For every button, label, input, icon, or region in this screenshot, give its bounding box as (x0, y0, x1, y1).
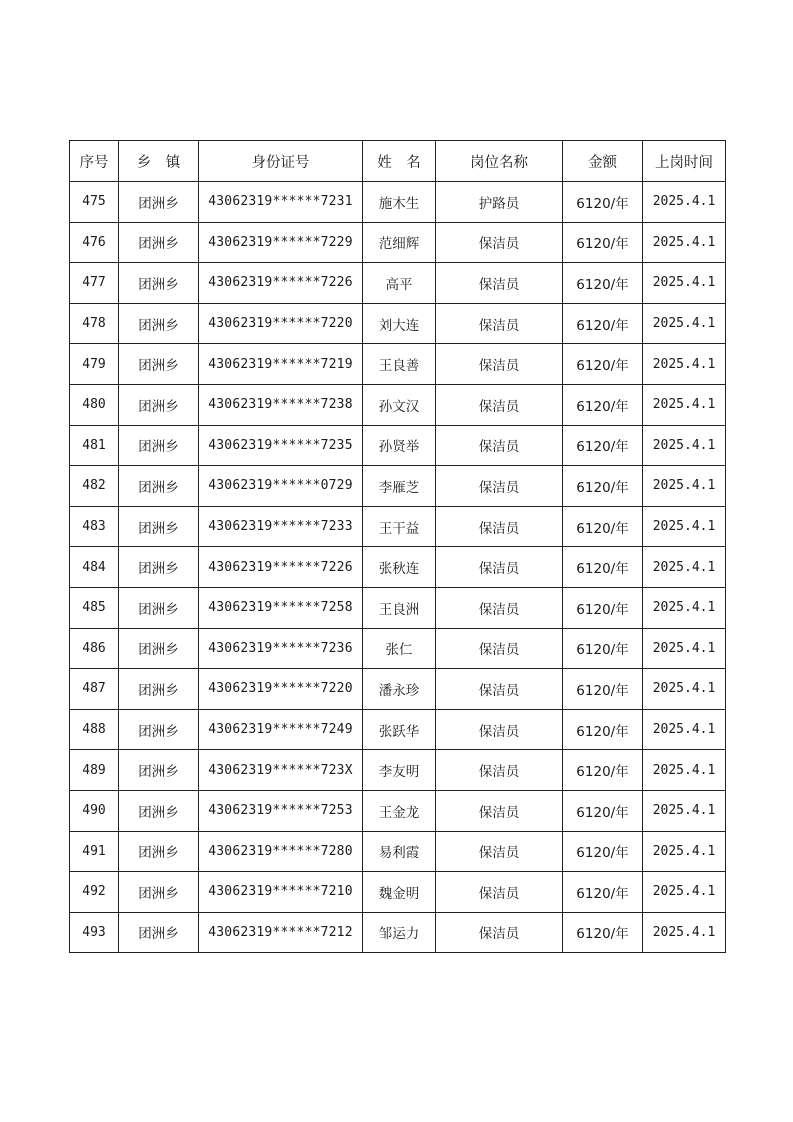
header-position: 岗位名称 (436, 141, 563, 182)
table-row (70, 831, 726, 872)
cell-index: 476 (70, 222, 119, 263)
cell-start-date: 2025.4.1 (643, 790, 726, 831)
cell-position: 保洁员 (436, 587, 563, 628)
cell-position: 保洁员 (436, 425, 563, 466)
cell-amount: 6120/年 (563, 628, 643, 669)
cell-id-number: 43062319******7220 (199, 669, 363, 710)
cell-amount: 6120/年 (563, 222, 643, 263)
cell-start-date: 2025.4.1 (643, 182, 726, 223)
header-id-number: 身份证号 (199, 141, 363, 182)
cell-position: 保洁员 (436, 384, 563, 425)
cell-id-number: 43062319******7220 (199, 303, 363, 344)
cell-index: 481 (70, 425, 119, 466)
table-row (70, 425, 726, 466)
cell-town: 团洲乡 (119, 384, 199, 425)
cell-position: 保洁员 (436, 466, 563, 507)
cell-start-date: 2025.4.1 (643, 912, 726, 953)
table-row (70, 222, 726, 263)
table-row (70, 384, 726, 425)
cell-town: 团洲乡 (119, 263, 199, 304)
cell-name: 孙文汉 (363, 384, 436, 425)
cell-position: 护路员 (436, 182, 563, 223)
cell-town: 团洲乡 (119, 344, 199, 385)
cell-amount: 6120/年 (563, 344, 643, 385)
cell-index: 484 (70, 547, 119, 588)
cell-town: 团洲乡 (119, 466, 199, 507)
cell-name: 张仁 (363, 628, 436, 669)
cell-start-date: 2025.4.1 (643, 506, 726, 547)
cell-index: 483 (70, 506, 119, 547)
cell-id-number: 43062319******7235 (199, 425, 363, 466)
cell-town: 团洲乡 (119, 912, 199, 953)
cell-amount: 6120/年 (563, 425, 643, 466)
cell-name: 潘永珍 (363, 669, 436, 710)
cell-position: 保洁员 (436, 709, 563, 750)
cell-start-date: 2025.4.1 (643, 303, 726, 344)
cell-id-number: 43062319******7212 (199, 912, 363, 953)
cell-start-date: 2025.4.1 (643, 628, 726, 669)
cell-start-date: 2025.4.1 (643, 831, 726, 872)
cell-index: 486 (70, 628, 119, 669)
cell-index: 479 (70, 344, 119, 385)
cell-name: 施木生 (363, 182, 436, 223)
cell-index: 487 (70, 669, 119, 710)
cell-name: 刘大连 (363, 303, 436, 344)
cell-index: 489 (70, 750, 119, 791)
cell-name: 王良善 (363, 344, 436, 385)
cell-town: 团洲乡 (119, 425, 199, 466)
cell-amount: 6120/年 (563, 831, 643, 872)
table-row (70, 709, 726, 750)
cell-amount: 6120/年 (563, 466, 643, 507)
cell-index: 478 (70, 303, 119, 344)
cell-amount: 6120/年 (563, 263, 643, 304)
table-row (70, 466, 726, 507)
cell-position: 保洁员 (436, 303, 563, 344)
cell-id-number: 43062319******7219 (199, 344, 363, 385)
cell-id-number: 43062319******7233 (199, 506, 363, 547)
cell-position: 保洁员 (436, 831, 563, 872)
cell-start-date: 2025.4.1 (643, 669, 726, 710)
cell-name: 魏金明 (363, 872, 436, 913)
cell-id-number: 43062319******7226 (199, 263, 363, 304)
cell-index: 480 (70, 384, 119, 425)
table-row (70, 628, 726, 669)
cell-town: 团洲乡 (119, 628, 199, 669)
cell-amount: 6120/年 (563, 303, 643, 344)
cell-start-date: 2025.4.1 (643, 750, 726, 791)
header-town: 乡 镇 (119, 141, 199, 182)
cell-position: 保洁员 (436, 669, 563, 710)
cell-amount: 6120/年 (563, 547, 643, 588)
cell-start-date: 2025.4.1 (643, 466, 726, 507)
header-start-date: 上岗时间 (643, 141, 726, 182)
header-row (70, 141, 726, 182)
cell-town: 团洲乡 (119, 547, 199, 588)
cell-amount: 6120/年 (563, 790, 643, 831)
cell-position: 保洁员 (436, 506, 563, 547)
cell-id-number: 43062319******7258 (199, 587, 363, 628)
cell-id-number: 43062319******7238 (199, 384, 363, 425)
cell-start-date: 2025.4.1 (643, 222, 726, 263)
cell-town: 团洲乡 (119, 303, 199, 344)
cell-index: 482 (70, 466, 119, 507)
cell-name: 邹运力 (363, 912, 436, 953)
cell-id-number: 43062319******7226 (199, 547, 363, 588)
cell-town: 团洲乡 (119, 831, 199, 872)
cell-name: 王金龙 (363, 790, 436, 831)
cell-position: 保洁员 (436, 344, 563, 385)
table-row (70, 587, 726, 628)
cell-amount: 6120/年 (563, 506, 643, 547)
cell-name: 孙贤举 (363, 425, 436, 466)
cell-index: 491 (70, 831, 119, 872)
cell-amount: 6120/年 (563, 872, 643, 913)
header-amount: 金额 (563, 141, 643, 182)
cell-start-date: 2025.4.1 (643, 344, 726, 385)
table-row (70, 263, 726, 304)
cell-start-date: 2025.4.1 (643, 709, 726, 750)
cell-index: 475 (70, 182, 119, 223)
cell-index: 488 (70, 709, 119, 750)
cell-position: 保洁员 (436, 222, 563, 263)
cell-town: 团洲乡 (119, 587, 199, 628)
table-row (70, 750, 726, 791)
cell-town: 团洲乡 (119, 182, 199, 223)
cell-name: 李雁芝 (363, 466, 436, 507)
cell-index: 477 (70, 263, 119, 304)
cell-name: 易利霞 (363, 831, 436, 872)
table-header (70, 141, 726, 182)
cell-start-date: 2025.4.1 (643, 587, 726, 628)
table-row (70, 547, 726, 588)
cell-id-number: 43062319******7229 (199, 222, 363, 263)
cell-town: 团洲乡 (119, 709, 199, 750)
table-row (70, 182, 726, 223)
cell-amount: 6120/年 (563, 750, 643, 791)
table-row (70, 669, 726, 710)
cell-town: 团洲乡 (119, 506, 199, 547)
cell-id-number: 43062319******7210 (199, 872, 363, 913)
cell-id-number: 43062319******0729 (199, 466, 363, 507)
cell-id-number: 43062319******7253 (199, 790, 363, 831)
header-name: 姓 名 (363, 141, 436, 182)
cell-amount: 6120/年 (563, 709, 643, 750)
table-row (70, 872, 726, 913)
table-row (70, 912, 726, 953)
cell-start-date: 2025.4.1 (643, 263, 726, 304)
cell-position: 保洁员 (436, 628, 563, 669)
cell-position: 保洁员 (436, 750, 563, 791)
cell-index: 490 (70, 790, 119, 831)
cell-id-number: 43062319******7249 (199, 709, 363, 750)
cell-index: 492 (70, 872, 119, 913)
header-index: 序号 (70, 141, 119, 182)
table-row (70, 344, 726, 385)
table-body (70, 182, 726, 953)
cell-amount: 6120/年 (563, 384, 643, 425)
cell-town: 团洲乡 (119, 222, 199, 263)
cell-amount: 6120/年 (563, 587, 643, 628)
cell-start-date: 2025.4.1 (643, 547, 726, 588)
cell-town: 团洲乡 (119, 669, 199, 710)
cell-name: 王干益 (363, 506, 436, 547)
table-row (70, 303, 726, 344)
cell-start-date: 2025.4.1 (643, 425, 726, 466)
cell-town: 团洲乡 (119, 790, 199, 831)
cell-amount: 6120/年 (563, 182, 643, 223)
cell-name: 张秋连 (363, 547, 436, 588)
cell-name: 范细辉 (363, 222, 436, 263)
cell-id-number: 43062319******7236 (199, 628, 363, 669)
cell-position: 保洁员 (436, 263, 563, 304)
cell-position: 保洁员 (436, 547, 563, 588)
cell-index: 493 (70, 912, 119, 953)
cell-position: 保洁员 (436, 790, 563, 831)
cell-position: 保洁员 (436, 912, 563, 953)
cell-start-date: 2025.4.1 (643, 872, 726, 913)
table-row (70, 790, 726, 831)
cell-id-number: 43062319******7280 (199, 831, 363, 872)
cell-id-number: 43062319******723X (199, 750, 363, 791)
cell-name: 李友明 (363, 750, 436, 791)
cell-id-number: 43062319******7231 (199, 182, 363, 223)
cell-town: 团洲乡 (119, 872, 199, 913)
cell-amount: 6120/年 (563, 912, 643, 953)
cell-amount: 6120/年 (563, 669, 643, 710)
cell-name: 王良洲 (363, 587, 436, 628)
cell-index: 485 (70, 587, 119, 628)
cell-position: 保洁员 (436, 872, 563, 913)
cell-town: 团洲乡 (119, 750, 199, 791)
cell-name: 高平 (363, 263, 436, 304)
cell-name: 张跃华 (363, 709, 436, 750)
cell-start-date: 2025.4.1 (643, 384, 726, 425)
roster-table (69, 140, 726, 953)
table-row (70, 506, 726, 547)
